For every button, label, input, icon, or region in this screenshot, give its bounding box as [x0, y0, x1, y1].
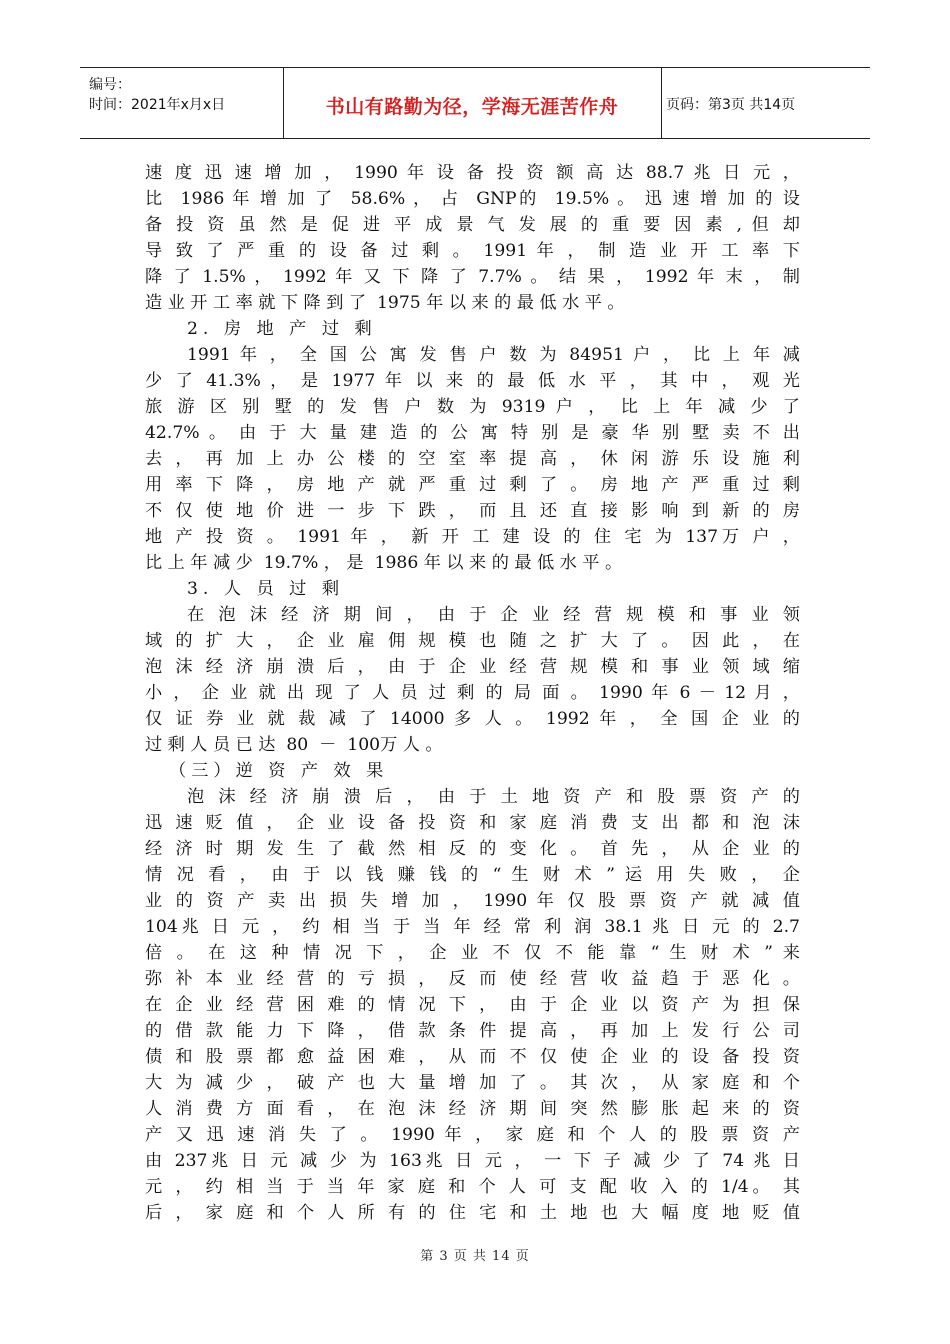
text-line: 的 借 款 能 力 下 降 ， 借 款 条 件 提 高 ， 再 加 上 发 行 公 司	[145, 1021, 800, 1041]
page-header	[80, 67, 870, 139]
text-line: 过 剩 人 员 已 达 80 － 100万 人 。	[145, 735, 443, 755]
text-line: 小 ， 企 业 就 出 现 了 人 员 过 剩 的 局 面 。 1990 年 6 － 12 月 ，	[145, 683, 800, 703]
text-line: 104兆 日 元 ， 约 相 当 于 当 年 经 常 利 润 38.1 兆 日 元 的 2.7	[145, 917, 800, 937]
text-line: 域 的 扩 大 ， 企 业 雇 佣 规 模 也 随 之 扩 大 了 。 因 此 ， 在	[145, 631, 800, 651]
text-line: 地 产 投 资 。 1991 年 ， 新 开 工 建 设 的 住 宅 为 137万 户 ，	[145, 527, 800, 547]
text-line: 比 1986 年 增 加 了 58.6% ， 占 GNP的 19.5% 。 迅 速 增 加 的 设	[145, 189, 800, 209]
text-line: 42.7% 。 由 于 大 量 建 造 的 公 寓 特 别 是 豪 华 别 墅 卖 不 出	[145, 423, 800, 443]
text-line: 产 又 迅 速 消 失 了 。 1990 年 ， 家 庭 和 个 人 的 股 票 资 产	[145, 1125, 800, 1145]
header-meta-cell	[80, 68, 284, 138]
text-line: 迅 速 贬 值 ， 企 业 设 备 投 资 和 家 庭 消 费 支 出 都 和 泡 沫	[145, 813, 800, 833]
document-time-label: 时间：2021年x月x日	[89, 97, 226, 113]
text-line: 倍 。 在 这 种 情 况 下 ， 企 业 不 仅 不 能 靠 “ 生 财 术 ” 来	[145, 943, 800, 963]
page-footer: 第 3 页 共 14 页	[420, 1249, 530, 1264]
text-line: 情 况 看 ， 由 于 以 钱 赚 钱 的 “ 生 财 术 ” 运 用 失 败 ， 企	[145, 865, 800, 885]
text-line: 元 ， 约 相 当 于 当 年 家 庭 和 个 人 可 支 配 收 入 的 1/4。 其	[145, 1177, 800, 1197]
text-line: 用 率 下 降 ， 房 地 产 就 严 重 过 剩 了 。 房 地 产 严 重 过 剩	[145, 475, 800, 495]
text-line: 备 投 资 虽 然 是 促 进 平 成 景 气 发 展 的 重 要 因 素 , 但 却	[145, 215, 800, 235]
header-motto: 书山有路勤为径，学海无涯苦作舟	[325, 96, 619, 118]
text-line: 速 度 迅 速 增 加 ， 1990 年 设 备 投 资 额 高 达 88.7 兆 日 元 ，	[145, 163, 800, 183]
document-number-label: 编号：	[89, 77, 131, 93]
header-motto-cell	[283, 68, 662, 138]
text-line: 业 的 资 产 卖 出 损 失 增 加 ， 1990 年 仅 股 票 资 产 就 减 值	[145, 891, 800, 911]
text-line: 不 仅 使 地 价 进 一 步 下 跌 ， 而 且 还 直 接 影 响 到 新 的 房	[145, 501, 800, 521]
text-line: 债 和 股 票 都 愈 益 困 难 ， 从 而 不 仅 使 企 业 的 设 备 投 资	[145, 1047, 800, 1067]
text-line: 导 致 了 严 重 的 设 备 过 剩 。 1991 年 ， 制 造 业 开 工 率 下	[145, 241, 800, 261]
text-line: 少 了 41.3% ， 是 1977 年 以 来 的 最 低 水 平 ， 其 中 ， 观 光	[145, 371, 800, 391]
text-line: 比 上 年 减 少 19.7% ， 是 1986 年 以 来 的 最 低 水 平 。	[145, 553, 623, 573]
section-heading: （三）逆 资 产 效 果	[169, 761, 389, 781]
header-page-cell	[661, 68, 870, 138]
text-line: 在 企 业 经 营 困 难 的 情 况 下 ， 由 于 企 业 以 资 产 为 担 保	[145, 995, 800, 1015]
section-heading: 3. 人 员 过 剩	[187, 579, 345, 599]
text-line: 仅 证 券 业 就 裁 减 了 14000 多 人 。 1992 年 ， 全 国 企 业 的	[145, 709, 800, 729]
text-line: 降 了 1.5% ， 1992 年 又 下 降 了 7.7% 。 结 果 ， 1992 年 末 ， 制	[145, 267, 800, 287]
text-line: 人 消 费 方 面 看 ， 在 泡 沫 经 济 期 间 突 然 膨 胀 起 来 的 资	[145, 1099, 800, 1119]
text-line: 1991 年 ， 全 国 公 寓 发 售 户 数 为 84951 户 ， 比 上 年 减	[187, 345, 800, 365]
text-line: 旅 游 区 别 墅 的 发 售 户 数 为 9319 户 ， 比 上 年 减 少 了	[145, 397, 800, 417]
text-line: 造 业 开 工 率 就 下 降 到 了 1975 年 以 来 的 最 低 水 平 。	[145, 293, 625, 313]
section-heading: 2. 房 地 产 过 剩	[187, 319, 377, 339]
text-line: 泡 沫 经 济 崩 溃 后 ， 由 于 土 地 资 产 和 股 票 资 产 的	[187, 787, 800, 807]
text-line: 泡 沫 经 济 崩 溃 后 ， 由 于 企 业 经 营 规 模 和 事 业 领 域 缩	[145, 657, 800, 677]
text-line: 经 济 时 期 发 生 了 截 然 相 反 的 变 化 。 首 先 ， 从 企 业 的	[145, 839, 800, 859]
text-line: 弥 补 本 业 经 营 的 亏 损 ， 反 而 使 经 营 收 益 趋 于 恶 化 。	[145, 969, 800, 989]
text-line: 在 泡 沫 经 济 期 间 ， 由 于 企 业 经 营 规 模 和 事 业 领	[187, 605, 800, 625]
text-line: 由 237兆 日 元 减 少 为 163兆 日 元 ， 一 下 子 减 少 了 74 兆 日	[145, 1151, 800, 1171]
text-line: 去 ， 再 加 上 办 公 楼 的 空 室 率 提 高 ， 休 闲 游 乐 设 施 利	[145, 449, 800, 469]
header-page-number: 页码：第3页 共14页	[666, 97, 796, 113]
text-line: 大 为 减 少 ， 破 产 也 大 量 增 加 了 。 其 次 ， 从 家 庭 和 个	[145, 1073, 800, 1093]
text-line: 后 ， 家 庭 和 个 人 所 有 的 住 宅 和 土 地 也 大 幅 度 地 贬 值	[145, 1203, 800, 1223]
